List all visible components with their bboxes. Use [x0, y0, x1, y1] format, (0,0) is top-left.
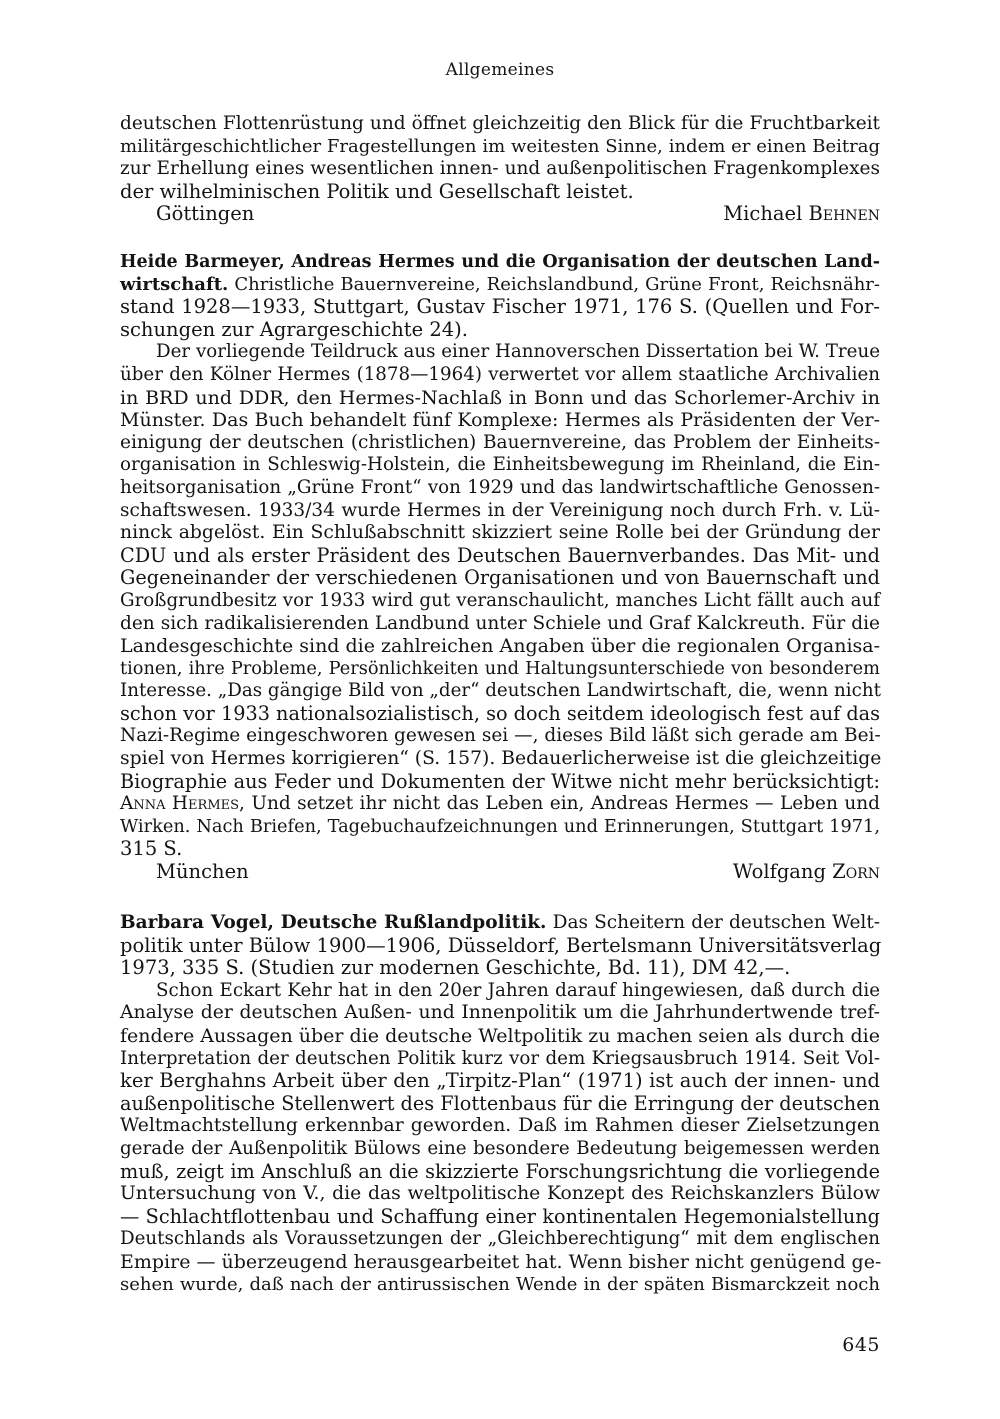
- text-line: ker Berghahns Arbeit über den „Tirpitz-Plan“ (1971) ist auch der innen- und: [120, 1069, 880, 1093]
- text-line: Interpretation der deutschen Politik kurz vor dem Kriegsausbruch 1914. Seit Vol-: [120, 1047, 880, 1069]
- text-line: Wirken. Nach Briefen, Tagebuchaufzeichnungen und Erinnerungen, Stuttgart 1971,: [120, 816, 880, 837]
- text-line: tionen, ihre Probleme, Persönlichkeiten und Haltungsunterschiede von besonderem: [120, 658, 880, 679]
- text-line: muß, zeigt im Anschluß an die skizzierte Forschungsrichtung die vorliegende: [120, 1159, 880, 1183]
- review-signature: [120, 861, 880, 884]
- text-line: militärgeschichtlicher Fragestellungen im weitesten Sinne, indem er einen Beitrag: [120, 135, 880, 157]
- text-line: in BRD und DDR, den Hermes-Nachlaß in Bonn und das Schorlemer-Archiv in: [120, 386, 880, 409]
- review-vogel: [120, 912, 880, 1296]
- text-line: zur Erhellung eines wesentlichen innen- und außenpolitischen Fragenkomplexes: [120, 158, 880, 180]
- text-line: Untersuchung von V., die das weltpolitische Konzept des Reichskanzlers Bülow: [120, 1183, 880, 1205]
- book-author-title: Heide Barmeyer, Andreas Hermes und die Organisation der deutschen Land-: [120, 252, 880, 272]
- text-line: gerade der Außenpolitik Bülows eine besondere Bedeutung beigemessen werden: [120, 1137, 880, 1159]
- text-line: Weltmachtstellung erkennbar geworden. Daß im Rahmen dieser Zielsetzungen: [120, 1115, 880, 1137]
- text-line: fendere Aussagen über die deutsche Weltpolitik zu machen seien als durch die: [120, 1024, 880, 1047]
- text-line: heitsorganisation „Grüne Front“ von 1929 und das landwirtschaftliche Genossen-: [120, 476, 880, 498]
- text-line: über den Kölner Hermes (1878—1964) verwertet vor allem staatliche Archivalien: [120, 363, 880, 385]
- text-line: den sich radikalisierenden Landbund unter Schiele und Graf Kalckreuth. Für die: [120, 612, 880, 634]
- reviewer-surname: Behnen: [808, 202, 880, 226]
- text-line: Landesgeschichte sind die zahlreichen Angaben über die regionalen Organisa-: [120, 635, 881, 658]
- review-barmeyer: [120, 251, 880, 884]
- running-head: Allgemeines: [445, 60, 555, 80]
- review-heading-line: wirtschaft. Christliche Bauernvereine, Reichslandbund, Grüne Front, Reichsnähr-: [120, 273, 880, 295]
- reviewer-surname: Zorn: [832, 860, 880, 884]
- cited-author: Anna Hermes: [120, 793, 240, 815]
- text-line: der wilhelminischen Politik und Gesellschaft leistet.: [120, 179, 634, 203]
- text-line: Schon Eckart Kehr hat in den 20er Jahren darauf hingewiesen, daß durch die: [156, 979, 880, 1001]
- review-place: München: [156, 860, 249, 884]
- review-heading-line: Barbara Vogel, Deutsche Rußlandpolitik. Das Scheitern der deutschen Welt-: [120, 912, 881, 933]
- text-line: schaftswesen. 1933/34 wurde Hermes in der Vereinigung noch durch Frh. v. Lü-: [120, 499, 880, 521]
- text-line: Der vorliegende Teildruck aus einer Hannoverschen Dissertation bei W. Treue: [156, 341, 880, 363]
- text-line: deutschen Flottenrüstung und öffnet gleichzeitig den Blick für die Fruchtbarkeit: [120, 113, 880, 134]
- text-line: Gegeneinander der verschiedenen Organisationen und von Bauernschaft und: [120, 566, 880, 590]
- reviewer-name: Wolfgang Zorn: [732, 860, 880, 884]
- text-line: 315 S.: [120, 837, 183, 861]
- previous-review-ending: [120, 113, 880, 226]
- text-line: Anna Hermes, Und setzet ihr nicht das Leben ein, Andreas Hermes — Leben und: [120, 793, 880, 815]
- text-line: Münster. Das Buch behandelt fünf Komplexe: Hermes als Präsidenten der Ver-: [120, 409, 880, 432]
- review-heading-line: 1973, 335 S. (Studien zur modernen Geschichte, Bd. 11), DM 42,—.: [120, 956, 791, 980]
- text-line: Großgrundbesitz vor 1933 wird gut veranschaulicht, manches Licht fällt auch auf: [120, 589, 880, 611]
- text-line: ninck abgelöst. Ein Schlußabschnitt skizziert seine Rolle bei der Gründung der: [120, 522, 880, 544]
- text-line: CDU und als erster Präsident des Deutschen Bauernverbandes. Das Mit- und: [120, 543, 880, 567]
- text-line: organisation in Schleswig-Holstein, die Einheitsbewegung im Rheinland, die Ein-: [120, 454, 880, 476]
- review-place: Göttingen: [156, 202, 255, 226]
- review-heading-line: politik unter Bülow 1900—1906, Düsseldorf, Bertelsmann Universitätsverlag: [120, 933, 882, 957]
- text-line: Empire — überzeugend herausgearbeitet hat. Wenn bisher nicht genügend ge-: [120, 1250, 882, 1273]
- text-line: Biographie aus Feder und Dokumenten der Witwe nicht mehr berücksichtigt:: [120, 769, 880, 793]
- book-author-title: Barbara Vogel, Deutsche Rußlandpolitik.: [120, 912, 547, 933]
- text-line: Interesse. „Das gängige Bild von „der“ deutschen Landwirtschaft, die, wenn nicht: [120, 680, 881, 702]
- page-number: 645: [842, 1334, 880, 1356]
- text-line: spiel von Hermes korrigieren“ (S. 157). Bedauerlicherweise ist die gleichzeitige: [120, 748, 882, 770]
- review-heading-line: stand 1928—1933, Stuttgart, Gustav Fischer 1971, 176 S. (Quellen und For-: [120, 295, 880, 319]
- text-line: Nazi-Regime eingeschworen gewesen sei —, dieses Bild läßt sich gerade am Bei-: [120, 725, 881, 747]
- review-signature: [120, 203, 880, 226]
- text-line: Analyse der deutschen Außen- und Innenpolitik um die Jahrhundertwende tref-: [120, 1002, 880, 1024]
- text-line: — Schlachtflottenbau und Schaffung einer kontinentalen Hegemonialstellung: [120, 1204, 880, 1228]
- text-line: Deutschlands als Voraussetzungen der „Gleichberechtigung“ mit dem englischen: [120, 1228, 880, 1250]
- review-heading-line: schungen zur Agrargeschichte 24).: [120, 317, 468, 341]
- text-line: einigung der deutschen (christlichen) Bauernvereine, das Problem der Einheits-: [120, 431, 880, 453]
- review-heading-line: [120, 251, 880, 274]
- text-line: sehen wurde, daß nach der antirussischen Wende in der späten Bismarckzeit noch: [120, 1273, 880, 1295]
- book-title-end: wirtschaft.: [120, 273, 229, 295]
- text-line: schon vor 1933 nationalsozialistisch, so doch seitdem ideologisch fest auf das: [120, 701, 881, 725]
- text-line: außenpolitische Stellenwert des Flottenbaus für die Erringung der deutschen: [120, 1091, 880, 1115]
- reviewer-name: Michael Behnen: [723, 202, 880, 226]
